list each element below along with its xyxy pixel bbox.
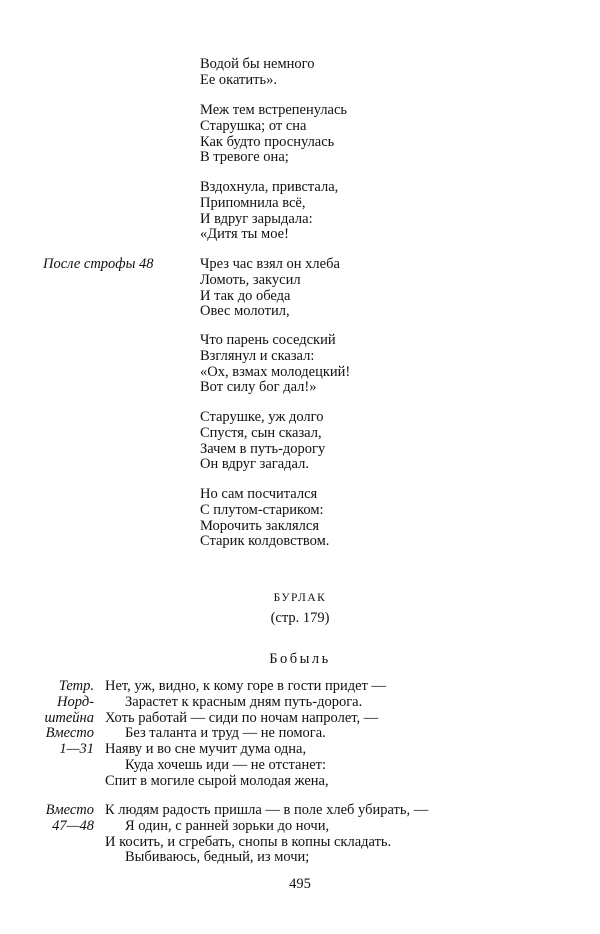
verse-line: И косить, и сгребать, снопы в копны складать. bbox=[105, 833, 392, 850]
variant-line bbox=[0, 758, 600, 774]
margin-note: 47—48 bbox=[52, 817, 94, 834]
margin-note: Вместо bbox=[45, 802, 94, 818]
verse-line: Выбиваюсь, бедный, из мочи; bbox=[125, 849, 310, 866]
stanza bbox=[200, 103, 347, 166]
verse-line: Вздохнула, привстала, bbox=[200, 179, 339, 195]
variant-line bbox=[0, 819, 600, 835]
section-title: БУРЛАК bbox=[273, 592, 327, 604]
verse-line: Зачем в путь-дорогу bbox=[200, 440, 326, 457]
verse-line: И вдруг зарыдала: bbox=[200, 210, 313, 227]
verse-line: С плутом-стариком: bbox=[200, 501, 324, 518]
margin-note: Вместо bbox=[45, 725, 94, 742]
stanza bbox=[200, 487, 329, 550]
poem-title: Бобыль bbox=[269, 651, 331, 667]
verse-line: Он вдруг загадал. bbox=[200, 456, 309, 473]
margin-note: 1—31 bbox=[59, 741, 94, 758]
verse-line: Спит в могиле сырой молодая жена, bbox=[105, 772, 329, 789]
verse-line: Старушка; от сна bbox=[200, 117, 307, 134]
verse-line: Куда хочешь иди — не отстанет: bbox=[125, 756, 327, 773]
variant-line bbox=[0, 711, 600, 727]
verse-line: Припомнила всё, bbox=[200, 194, 306, 211]
variant-line bbox=[0, 774, 600, 790]
variant-line bbox=[0, 679, 600, 695]
page-number: 495 bbox=[289, 876, 311, 892]
margin-note-after-strophe: После строфы 48 bbox=[43, 256, 154, 272]
verse-line: Морочить заклялся bbox=[200, 517, 319, 534]
verse-line: Старик колдовством. bbox=[200, 533, 330, 550]
verse-line: Водой бы немного bbox=[200, 56, 315, 72]
stanza bbox=[200, 57, 314, 89]
variant-line bbox=[0, 803, 600, 819]
stanza bbox=[200, 333, 350, 396]
verse-line: Старушке, уж долго bbox=[200, 409, 324, 425]
stanza bbox=[200, 180, 338, 243]
verse-line: Меж тем встрепенулась bbox=[200, 102, 348, 118]
variant-line bbox=[0, 850, 600, 866]
verse-line: Как будто проснулась bbox=[200, 133, 335, 150]
verse-line: Но сам посчитался bbox=[200, 486, 318, 502]
verse-line: В тревоге она; bbox=[200, 149, 289, 166]
verse-line: Я один, с ранней зорьки до ночи, bbox=[125, 817, 330, 834]
page-reference: (стр. 179) bbox=[270, 610, 330, 626]
verse-line: Взглянул и сказал: bbox=[200, 347, 315, 364]
margin-note: штейна bbox=[44, 709, 94, 726]
variant-line bbox=[0, 742, 600, 758]
verse-line: Овес молотил, bbox=[200, 303, 290, 320]
verse-line: К людям радость пришла — в поле хлеб убирать, — bbox=[105, 802, 429, 818]
verse-line: Что парень соседский bbox=[200, 332, 336, 348]
verse-line: Вот силу бог дал!» bbox=[200, 379, 317, 396]
verse-line: Зарастет к красным дням путь-дорога. bbox=[125, 693, 363, 710]
verse-line: Наяву и во сне мучит дума одна, bbox=[105, 741, 307, 758]
verse-line: Спустя, сын сказал, bbox=[200, 424, 322, 441]
verse-line: «Дитя ты мое! bbox=[200, 226, 289, 243]
variant-line bbox=[0, 835, 600, 851]
verse-line: Хоть работай — сиди по ночам напролет, — bbox=[105, 709, 379, 726]
variant-block bbox=[0, 803, 600, 866]
verse-line: Ее окатить». bbox=[200, 71, 277, 88]
verse-line: И так до обеда bbox=[200, 287, 291, 304]
margin-note: Норд- bbox=[57, 693, 94, 710]
margin-note: Тетр. bbox=[58, 678, 94, 694]
verse-line: Без таланта и труд — не помога. bbox=[125, 725, 326, 742]
variant-line bbox=[0, 695, 600, 711]
stanza bbox=[200, 410, 325, 473]
variant-line bbox=[0, 726, 600, 742]
stanza bbox=[200, 257, 340, 320]
verse-line: Нет, уж, видно, к кому горе в гости придет — bbox=[105, 678, 386, 694]
verse-line: Чрез час взял он хлеба bbox=[200, 256, 340, 272]
verse-line: Ломоть, закусил bbox=[200, 271, 301, 288]
verse-line: «Ох, взмах молодецкий! bbox=[200, 363, 351, 380]
variant-block bbox=[0, 679, 600, 790]
